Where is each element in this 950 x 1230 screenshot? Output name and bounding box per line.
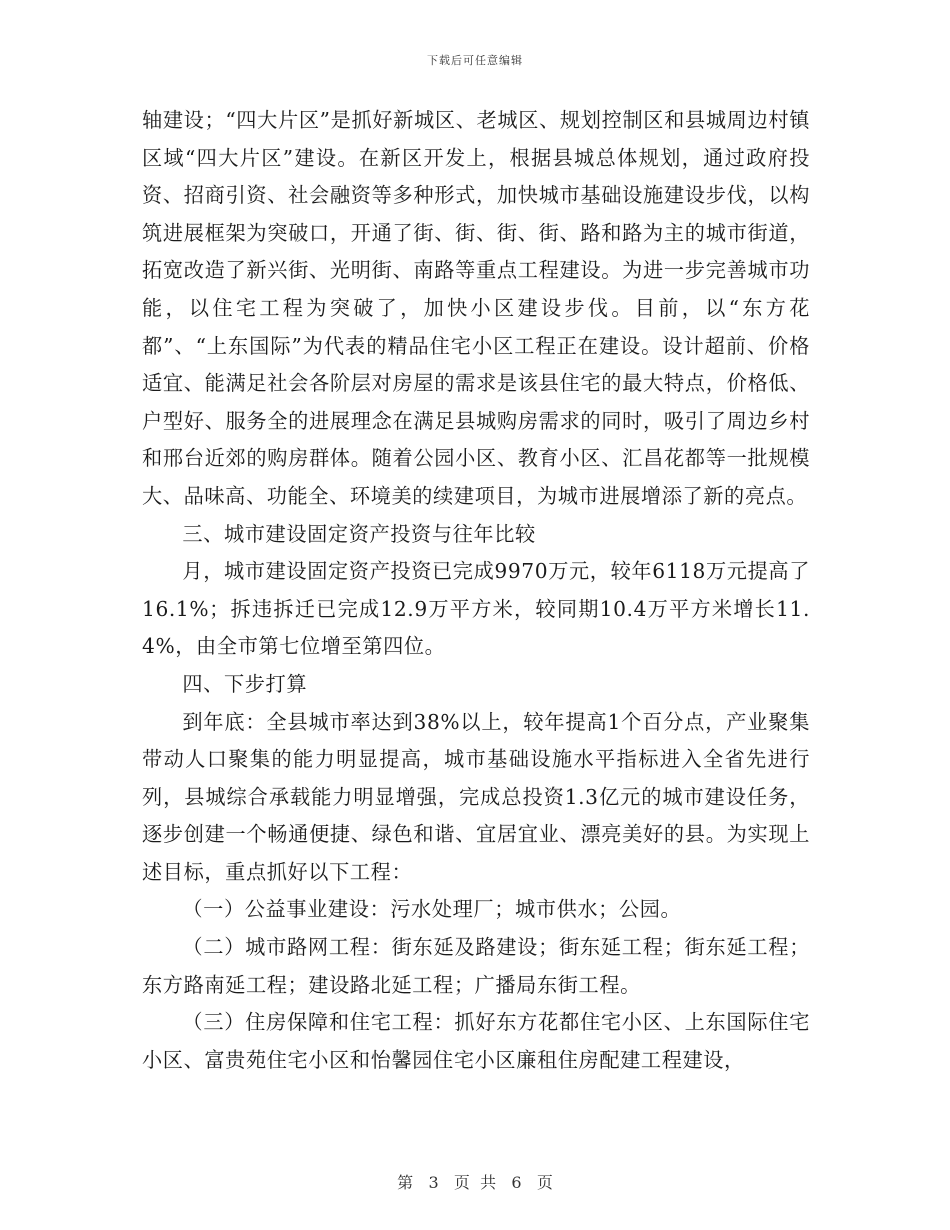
paragraph-targets: 到年底：全县城市率达到38%以上，较年提高1个百分点，产业聚集带动人口聚集的能力明显提高，城市基础设施水平指标进入全省先进行列，县城综合承载能力明显增强，完成总投资1.3亿元的城市建设任务，逐步创建一个畅通便捷、绿色和谐、宜居宜业、漂亮美好的县。为实现上述目标，重点抓好以下工程： xyxy=(142,709,810,884)
list-item-road-network: （二）城市路网工程：街东延及路建设；街东延工程；街东延工程；东方路南延工程；建设路北延工程；广播局东街工程。 xyxy=(142,935,810,997)
page-header-note: 下载后可任意编辑 xyxy=(427,54,523,67)
list-item-public-works: （一）公益事业建设：污水处理厂；城市供水；公园。 xyxy=(182,897,682,922)
footer-label-end: 页 xyxy=(536,1173,553,1192)
paragraph-investment: 月，城市建设固定资产投资已完成9970万元，较年6118万元提高了16.1%；拆违拆迁已完成12.9万平方米，较同期10.4万平方米增长11.4%，由全市第七位增至第四位。 xyxy=(142,559,810,659)
section-heading-4: 四、下步打算 xyxy=(182,671,308,696)
footer-current-page: 3 xyxy=(428,1173,439,1192)
footer-total-pages: 6 xyxy=(511,1173,522,1192)
list-item-housing: （三）住房保障和住宅工程：抓好东方花都住宅小区、上东国际住宅小区、富贵苑住宅小区和怡馨园住宅小区廉租住房配建工程建设， xyxy=(142,1010,810,1072)
section-heading-3: 三、城市建设固定资产投资与往年比较 xyxy=(182,521,536,546)
page-footer xyxy=(0,1170,950,1193)
document-body xyxy=(142,102,810,1079)
paragraph-1: 轴建设；“四大片区”是抓好新城区、老城区、规划控制区和县城周边村镇区域“四大片区”建设。在新区开发上，根据县城总体规划，通过政府投资、招商引资、社会融资等多种形式，加快城市基础设施建设步伐，以构筑进展框架为突破口，开通了街、街、街、街、路和路为主的城市街道，拓宽改造了新兴街、光明街、南路等重点工程建设。为进一步完善城市功能，以住宅工程为突破了，加快小区建设步伐。目前，以“东方花都”、“上东国际”为代表的精品住宅小区工程正在建设。设计超前、价格适宜、能满足社会各阶层对房屋的需求是该县住宅的最大特点，价格低、户型好、服务全的进展理念在满足县城购房需求的同时，吸引了周边乡村和邢台近郊的购房群体。随着公园小区、教育小区、汇昌花都等一批规模大、品味高、功能全、环境美的续建项目，为城市进展增添了新的亮点。 xyxy=(142,108,810,508)
footer-label-page: 第 xyxy=(397,1173,414,1192)
footer-label-of: 页 共 xyxy=(453,1173,497,1192)
